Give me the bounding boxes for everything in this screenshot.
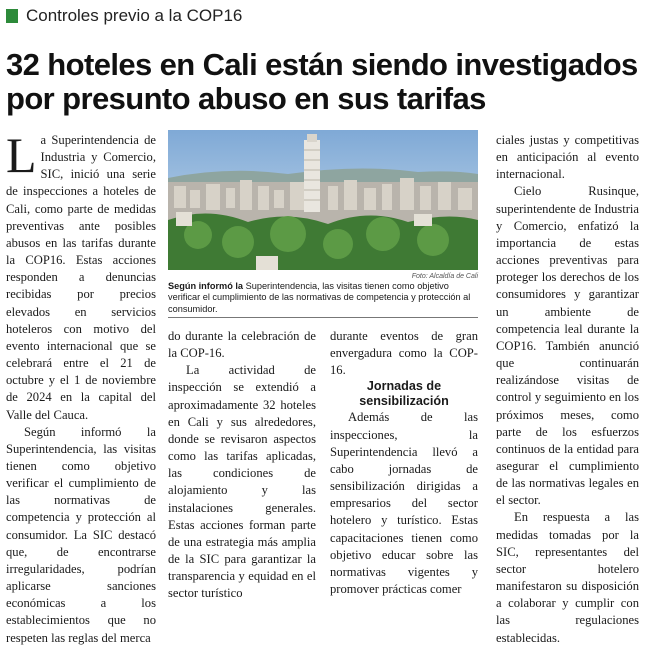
paragraph-4: Además de las inspecciones, la Superintendencia llevó a cabo jornadas de sensibilización dirigidas a empresarios del sector hotelero y turístico. Estas capacitaciones tienen como objetivo educar sobre las normativas vigentes y promover prácticas comer (330, 410, 478, 597)
section-subhead: Jornadas de sensibilización (359, 379, 449, 409)
photo-caption (168, 281, 478, 315)
paragraph-intro-text: a Superintendencia de Industria y Comercio, SIC, inició una serie de inspecciones a hoteles de Cali, como parte de medidas preventivas ante posibles abusos en las tarifas durante la COP16. Estas acciones responden a denuncias recibidas por precios elevados en servicios hoteleros con motivo del evento internacional que se celebrará entre el 21 de octubre y el 1 de noviembre de 2024 en la capital del Valle del Cauca. (6, 133, 156, 422)
paragraph-6: En respuesta a las medidas tomadas por la SIC, representantes del sector hotelero manifestaron su disposición a colaborar y cumplir con las regulaciones establecidas. (496, 510, 639, 645)
article-headline: 32 hoteles en Cali están siendo investigados por presunto abuso en sus tarifas (6, 47, 638, 116)
cali-skyline-illustration (168, 130, 478, 270)
caption-divider (168, 317, 478, 318)
kicker-label: Controles previo a la COP16 (26, 6, 243, 25)
city-photo (168, 130, 478, 270)
drop-cap: L (6, 127, 37, 183)
paragraph-2-continued: do durante la celebración de la COP-16. (168, 329, 316, 361)
article-column-4 (496, 132, 639, 647)
paragraph-2: Según informó la Superintendencia, las visitas tienen como objetivo verificar el cumplimiento de las normativas de competencia y protección al consumidor. La SIC destacó que, de encontrarse irregularidades, podrían aplicarse sanciones económicas a los establecimientos que no respeten las reglas del merca (6, 424, 156, 645)
paragraph-5: Cielo Rusinque, superintendente de Industria y Comercio, enfatizó la importancia de estas acciones preventivas para proteger los derechos de los consumidores y garantizar un ambiente de competencia leal durante la COP16. También anunció que continuarán realizándose visitas de control y seguimiento en los próximos meses, como parte de los esfuerzos continuos de la entidad para asegurar el cumplimiento de las normativas legales en el sector. (496, 184, 639, 508)
paragraph-3: La actividad de inspección se extendió a aproximadamente 32 hoteles en Cali y sus alrededores, donde se revisaron aspectos como las tarifas aplicadas, las condiciones de alojamiento y las instalaciones generales. Estas acciones forman parte de una estrategia más amplia de la SIC para garantizar la transparencia y equidad en el sector turístico (168, 363, 316, 601)
article-column-2 (168, 328, 316, 603)
section-kicker (6, 6, 242, 26)
paragraph-4-continued: ciales justas y competitivas en anticipación al evento internacional. (496, 133, 639, 182)
kicker-marker (6, 9, 18, 23)
paragraph-3-continued: durante eventos de gran envergadura como la COP-16. (330, 329, 478, 378)
article-column-1 (6, 127, 156, 647)
paragraph-intro (6, 127, 156, 424)
caption-lead: Según informó la (168, 281, 244, 291)
photo-credit: Foto: Alcaldía de Cali (411, 273, 478, 280)
caption-text: Superintendencia, las visitas tienen como objetivo verificar el cumplimiento de las normativas de competencia y protección al consumidor. (168, 281, 471, 314)
